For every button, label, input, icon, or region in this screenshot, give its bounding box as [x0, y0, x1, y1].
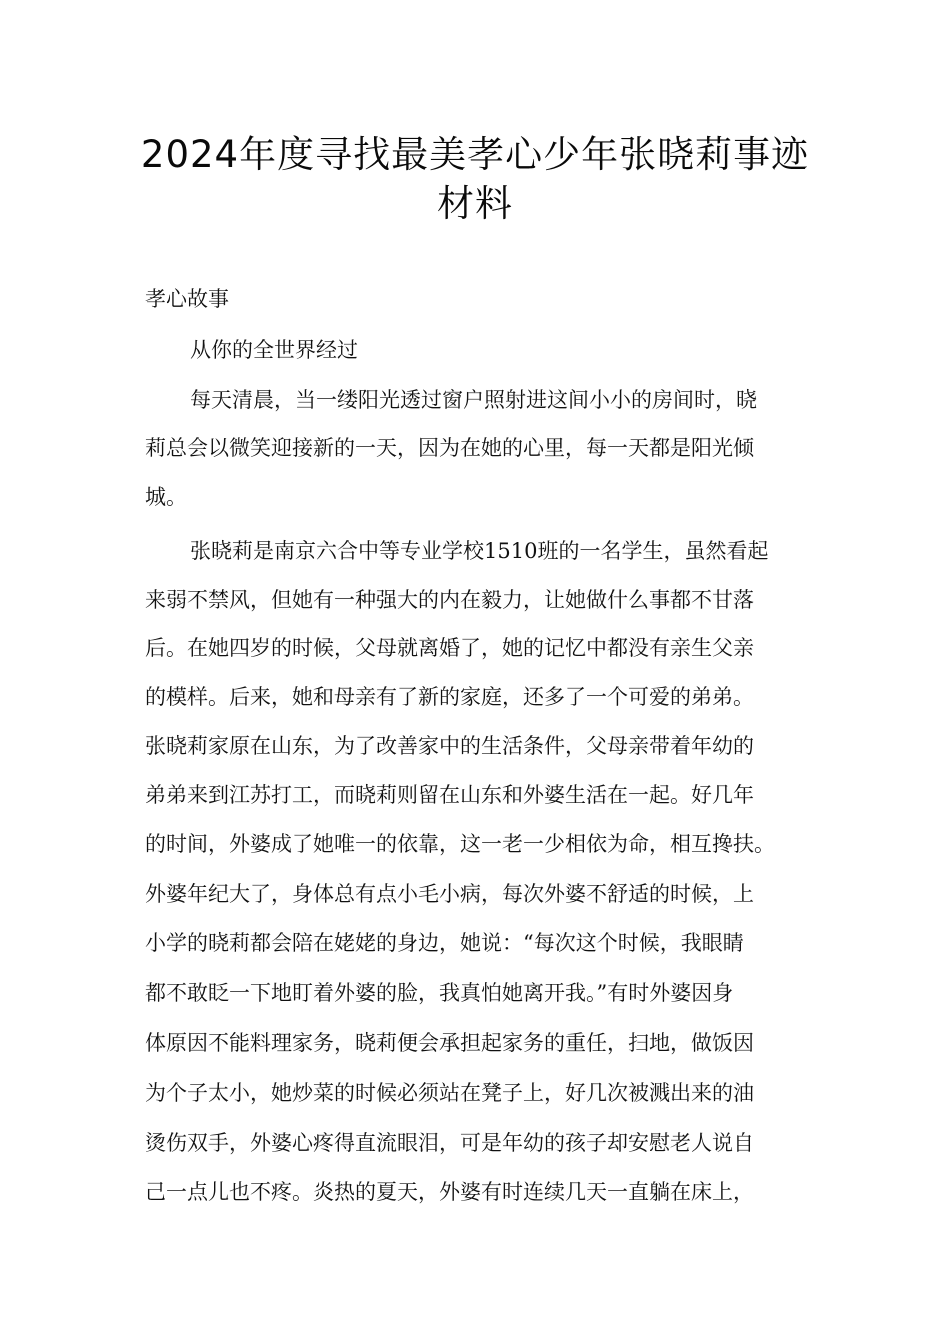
paragraph-2-line-6: 弟弟来到江苏打工，而晓莉则留在山东和外婆生活在一起。好几年 — [145, 783, 754, 807]
paragraph-2-line-9: 小学的晓莉都会陪在姥姥的身边，她说：“每次这个时候，我眼睛 — [145, 931, 744, 955]
paragraph-2-line-1: 张晓莉是南京六合中等专业学校1510班的一名学生，虽然看起 — [190, 539, 769, 563]
paragraph-1-line-3: 城。 — [145, 485, 187, 509]
document-title-line-2: 材料 — [437, 182, 513, 225]
section-label: 孝心故事 — [145, 287, 229, 311]
paragraph-2-line-14: 己一点儿也不疼。炎热的夏天，外婆有时连续几天一直躺在床上， — [145, 1180, 754, 1204]
story-title: 从你的全世界经过 — [190, 338, 358, 362]
paragraph-2-line-2: 来弱不禁风，但她有一种强大的内在毅力，让她做什么事都不甘落 — [145, 588, 754, 612]
paragraph-2-line-5: 张晓莉家原在山东，为了改善家中的生活条件，父母亲带着年幼的 — [145, 734, 754, 758]
paragraph-2-line-3: 后。在她四岁的时候，父母就离婚了，她的记忆中都没有亲生父亲 — [145, 636, 754, 660]
paragraph-2-line-11: 体原因不能料理家务，晓莉便会承担起家务的重任，扫地，做饭因 — [145, 1031, 754, 1055]
paragraph-2-line-8: 外婆年纪大了，身体总有点小毛小病，每次外婆不舒适的时候，上 — [145, 882, 754, 906]
paragraph-2-line-10: 都不敢眨一下地盯着外婆的脸，我真怕她离开我。”有时外婆因身 — [145, 981, 734, 1005]
paragraph-1-line-1: 每天清晨，当一缕阳光透过窗户照射进这间小小的房间时，晓 — [190, 388, 757, 412]
paragraph-2-line-12: 为个子太小，她炒菜的时候必须站在凳子上，好几次被溅出来的油 — [145, 1081, 754, 1105]
paragraph-2-line-7: 的时间，外婆成了她唯一的依靠，这一老一少相依为命，相互搀扶。 — [145, 832, 775, 856]
document-title-line-1: 2024年度寻找最美孝心少年张晓莉事迹 — [140, 133, 810, 176]
paragraph-2-line-4: 的模样。后来，她和母亲有了新的家庭，还多了一个可爱的弟弟。 — [145, 685, 754, 709]
paragraph-1-line-2: 莉总会以微笑迎接新的一天，因为在她的心里，每一天都是阳光倾 — [145, 436, 754, 460]
paragraph-2-line-13: 烫伤双手，外婆心疼得直流眼泪，可是年幼的孩子却安慰老人说自 — [145, 1131, 754, 1155]
